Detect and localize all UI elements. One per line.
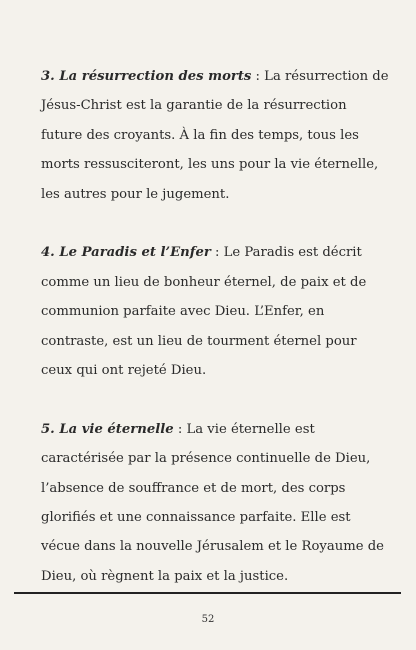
section-paradis-enfer [41, 238, 391, 385]
section-heading: 4. Le Paradis et l’Enfer [41, 245, 211, 261]
section-heading: 5. La vie éternelle [41, 421, 174, 437]
section-resurrection [41, 62, 391, 209]
footer-divider [14, 592, 401, 594]
page-number: 52 [201, 614, 215, 625]
section-text: : La vie éternelle est caractérisée par la présence continuelle de Dieu, l’absence de souffrance et de mort, des corps glorifiés et une connaissance parfaite. Elle est vécue dans la nouvelle Jérusalem et le Royaume de Dieu, où règnent la paix et la justice. [41, 421, 384, 584]
page-content [41, 62, 391, 621]
section-vie-eternelle [41, 415, 391, 591]
section-heading: 3. La résurrection des morts [41, 69, 252, 84]
section-text: : La résurrection de Jésus-Christ est la garantie de la résurrection future des croyants. À la fin des temps, tous les morts ressusciteront, les uns pour la vie éternelle, les autres pour le jugement. [41, 69, 389, 202]
section-text: : Le Paradis est décrit comme un lieu de bonheur éternel, de paix et de communion parfaite avec Dieu. L’Enfer, en contraste, est un lieu de tourment éternel pour ceux qui ont rejeté Dieu. [41, 245, 367, 379]
